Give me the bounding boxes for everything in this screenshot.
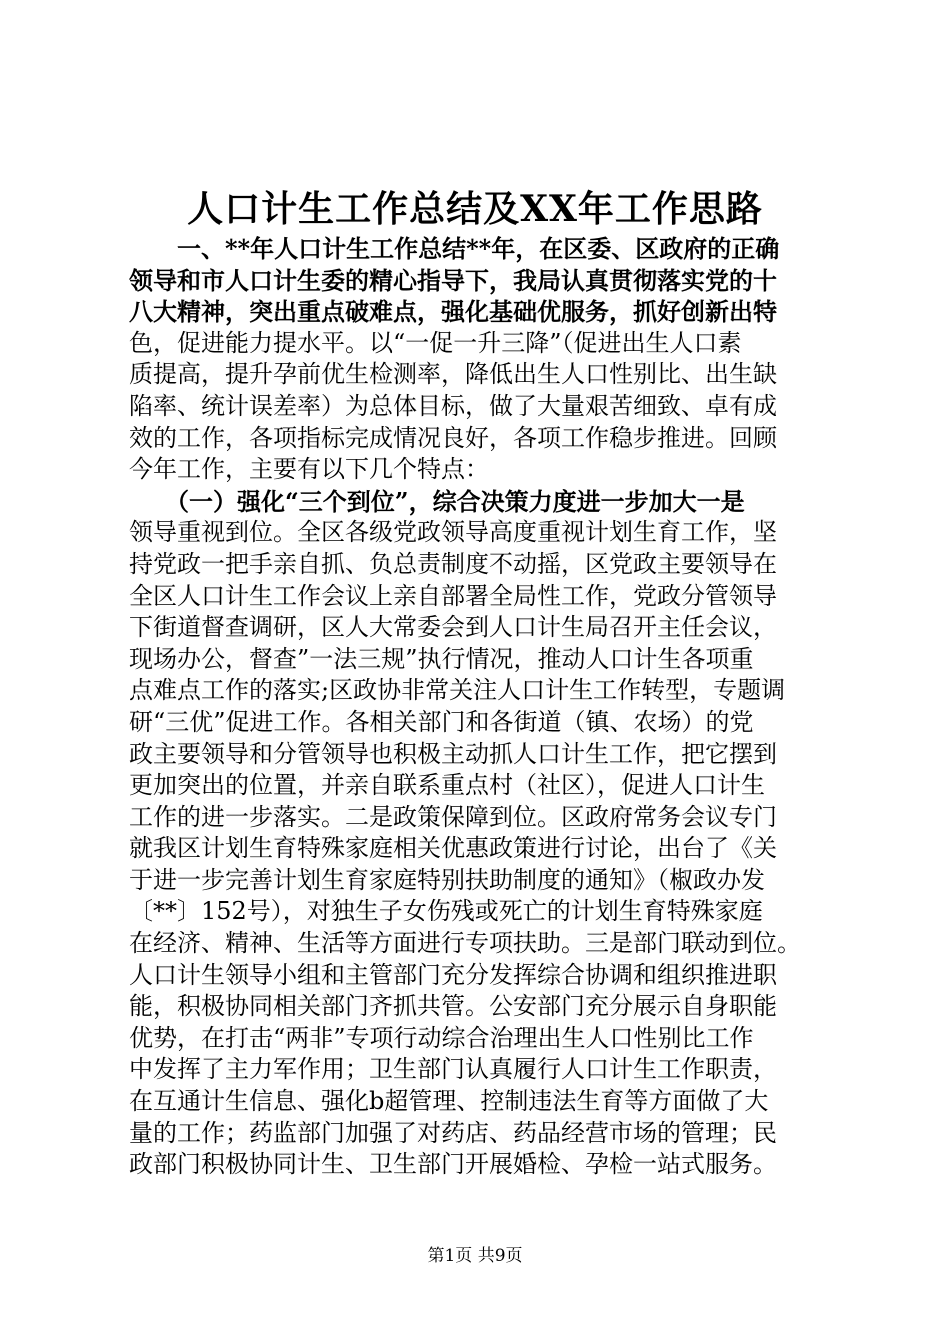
body-line: （一）强化“三个到位”，综合决策力度进一步加大一是: [129, 486, 745, 516]
page-title: 人口计生工作总结及XX年工作思路: [187, 188, 763, 230]
body-line: 量的工作；药监部门加强了对药店、药品经营市场的管理；民: [129, 1118, 777, 1147]
body-line: 就我区计划生育特殊家庭相关优惠政策进行讨论，出台了《关: [129, 834, 777, 863]
body-line: 下街道督查调研，区人大常委会到人口计生局召开主任会议，: [129, 613, 777, 642]
body-line: 人口计生领导小组和主管部门充分发挥综合协调和组织推进职: [129, 960, 777, 989]
body-line: 一、**年人口计生工作总结**年，在区委、区政府的正确: [129, 234, 780, 263]
body-line: 能，积极协同相关部门齐抓共管。公安部门充分展示自身职能: [129, 992, 777, 1021]
page-footer: 第1页 共9页: [427, 1246, 523, 1266]
body-line: 于进一步完善计划生育家庭特别扶助制度的通知》（椒政办发: [129, 865, 765, 894]
body-line: 领导和市人口计生委的精心指导下，我局认真贯彻落实党的十: [129, 265, 777, 295]
body-line: 在互通计生信息、强化b超管理、控制违法生育等方面做了大: [129, 1087, 769, 1116]
body-line: 持党政一把手亲自抓、负总责制度不动摇，区党政主要领导在: [129, 549, 777, 578]
body-line: 色，促进能力提水平。以“一促一升三降”（促进出生人口素: [129, 328, 742, 357]
body-line: 在经济、精神、生活等方面进行专项扶助。三是部门联动到位。: [129, 929, 801, 958]
body-line: 效的工作，各项指标完成情况良好，各项工作稳步推进。回顾: [129, 423, 777, 452]
body-line: 中发挥了主力军作用；卫生部门认真履行人口计生工作职责，: [129, 1055, 777, 1084]
body-line: 现场办公，督查”一法三规”执行情况，推动人口计生各项重: [129, 644, 754, 673]
body-line: 〔**〕152号），对独生子女伤残或死亡的计划生育特殊家庭: [129, 897, 763, 926]
body-line: 今年工作，主要有以下几个特点：: [129, 455, 489, 484]
body-line: 领导重视到位。全区各级党政领导高度重视计划生育工作，坚: [129, 518, 777, 547]
body-line: 工作的进一步落实。二是政策保障到位。区政府常务会议专门: [129, 802, 777, 831]
body-line: 质提高，提升孕前优生检测率，降低出生人口性别比、出生缺: [129, 360, 777, 389]
body-line: 研“三优”促进工作。各相关部门和各街道（镇、农场）的党: [129, 707, 754, 736]
body-line: 点难点工作的落实;区政协非常关注人口计生工作转型，专题调: [129, 676, 786, 705]
body-line: 陷率、统计误差率）为总体目标，做了大量艰苦细致、卓有成: [129, 391, 777, 420]
body-line: 优势，在打击“两非”专项行动综合治理出生人口性别比工作: [129, 1023, 754, 1052]
body-line: 政主要领导和分管领导也积极主动抓人口计生工作，把它摆到: [129, 739, 777, 768]
body-line: 全区人口计生工作会议上亲自部署全局性工作，党政分管领导: [129, 581, 777, 610]
document-body: [129, 233, 829, 1181]
body-line: 更加突出的位置，并亲自联系重点村（社区），促进人口计生: [129, 771, 765, 800]
body-line: 八大精神，突出重点破难点，强化基础优服务，抓好创新出特: [129, 297, 777, 327]
body-line: 政部门积极协同计生、卫生部门开展婚检、孕检一站式服务。: [129, 1150, 777, 1179]
